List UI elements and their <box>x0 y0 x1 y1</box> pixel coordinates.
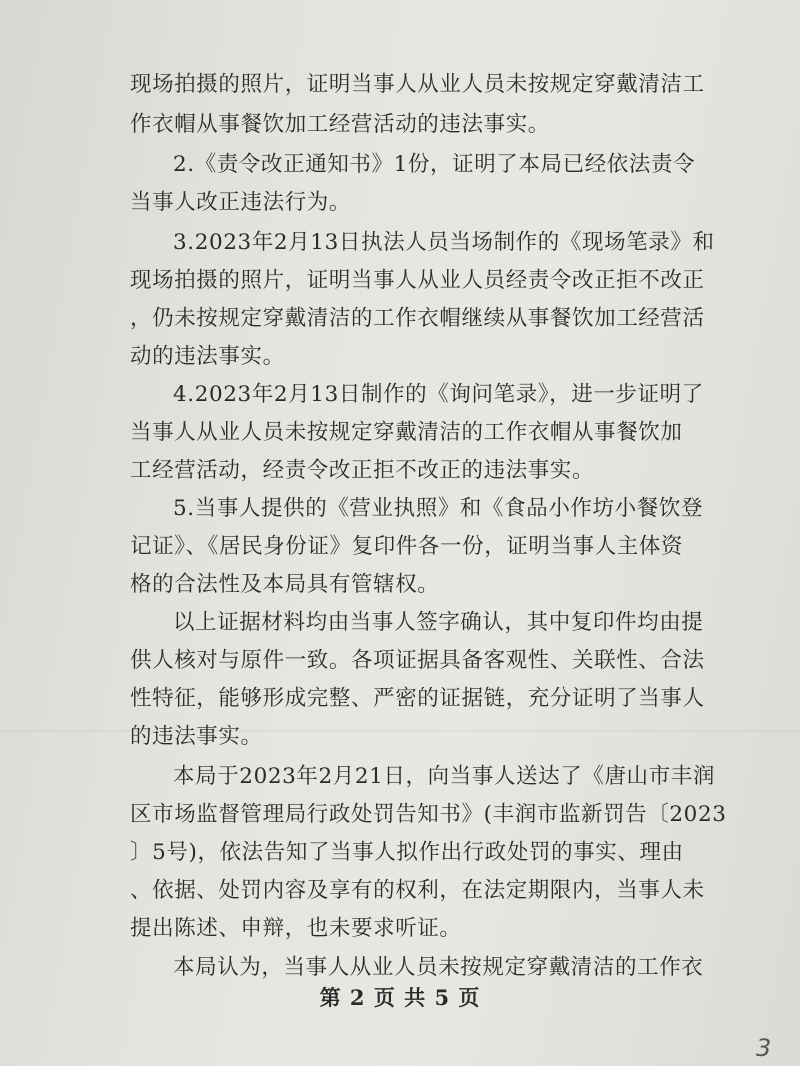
text-line: 3.2023年2月13日执法人员当场制作的《现场笔录》和 <box>173 230 715 255</box>
text-line: 现场拍摄的照片，证明当事人从业人员未按规定穿戴清洁工 <box>130 72 705 97</box>
text-line: 工经营活动，经责令改正拒不改正的违法事实。 <box>130 458 595 483</box>
page-number-footer: 第 2 页 共 5 页 <box>319 985 481 1010</box>
text-line: 格的合法性及本局具有管辖权。 <box>130 572 440 597</box>
text-line: 性特征，能够形成完整、严密的证据链，充分证明了当事人 <box>130 686 705 711</box>
text-line: 作衣帽从事餐饮加工经营活动的违法事实。 <box>130 112 550 137</box>
text-line: 以上证据材料均由当事人签字确认，其中复印件均由提 <box>173 610 704 635</box>
text-line: 4.2023年2月13日制作的《询问笔录》，进一步证明了 <box>173 382 704 407</box>
text-line: 提出陈述、申辩，也未要求听证。 <box>130 916 462 941</box>
text-line: 现场拍摄的照片，证明当事人从业人员经责令改正拒不改正 <box>130 268 705 293</box>
text-line: 〕5号)，依法告知了当事人拟作出行政处罚的事实、理由 <box>130 840 684 865</box>
text-line: 本局于2023年2月21日，向当事人送达了《唐山市丰润 <box>173 764 715 789</box>
handwritten-page-mark: 3 <box>756 1034 772 1062</box>
text-line: 本局认为，当事人从业人员未按规定穿戴清洁的工作衣 <box>173 955 704 980</box>
text-line: 2.《责令改正通知书》1份，证明了本局已经依法责令 <box>173 152 696 177</box>
text-line: 的违法事实。 <box>130 724 263 749</box>
text-line: 当事人从业人员未按规定穿戴清洁的工作衣帽从事餐饮加 <box>130 420 683 445</box>
text-line: 供人核对与原件一致。各项证据具备客观性、关联性、合法 <box>130 648 705 673</box>
text-line: ，仍未按规定穿戴清洁的工作衣帽继续从事餐饮加工经营活 <box>130 306 705 331</box>
text-line: 记证》、《居民身份证》复印件各一份，证明当事人主体资 <box>130 534 684 559</box>
text-line: 动的违法事实。 <box>130 344 285 369</box>
text-line: 区市场监督管理局行政处罚告知书》(丰润市监新罚告〔2023 <box>130 802 727 827</box>
text-line: 、依据、处罚内容及享有的权利，在法定期限内，当事人未 <box>130 878 705 903</box>
text-line: 5.当事人提供的《营业执照》和《食品小作坊小餐饮登 <box>173 496 704 521</box>
text-line: 当事人改正违法行为。 <box>130 190 352 215</box>
